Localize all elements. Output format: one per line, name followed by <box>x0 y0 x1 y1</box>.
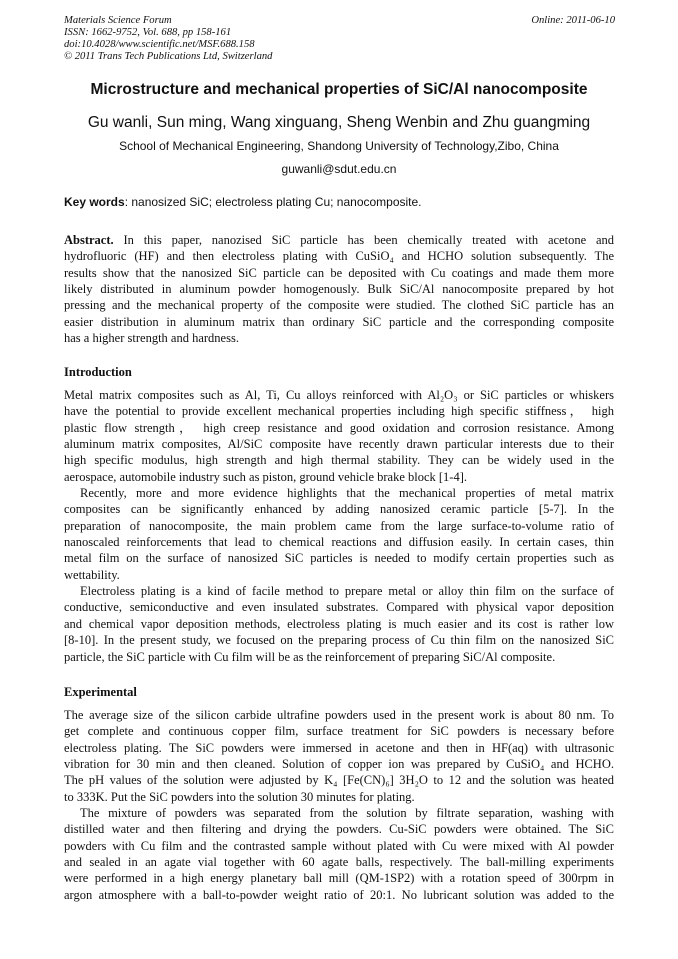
journal-name: Materials Science Forum <box>64 15 172 26</box>
text-line: have the potential to provide excellent mechanical properties including high specific stiffness， high <box>64 404 614 419</box>
text-line: to 333K. Put the SiC powders into the solution 30 minutes for plating. <box>64 789 415 804</box>
journal-info <box>64 15 272 63</box>
copyright: © 2011 Trans Tech Publications Ltd, Switzerland <box>64 51 273 62</box>
affiliation: School of Mechanical Engineering, Shandong University of Technology,Zibo, China <box>119 139 559 153</box>
text-line: electroless plating. The SiC powders were immersed in acetone and then in HF(aq) with ultrasonic <box>64 740 614 755</box>
text-line: distilled water and then filtering and drying the powders. Cu-SiC powders were obtained. The SiC <box>64 822 614 837</box>
email: guwanli@sdut.edu.cn <box>281 162 397 176</box>
paper-title: Microstructure and mechanical properties of SiC/Al nanocomposite <box>90 81 588 98</box>
text-line: The average size of the silicon carbide ultrafine powders used in the present work is about 80 nm. To <box>64 708 614 722</box>
text-line: hydrofluoric (HF) and then electroless plating with CuSiO₄ and HCHO solution subsequently. The <box>64 249 614 264</box>
text-line: get complete and continuous copper film, surface treatment for SiC powders is necessary before <box>64 724 614 739</box>
text-line: has a higher strength and hardness. <box>64 331 239 346</box>
authors: Gu wanli, Sun ming, Wang xinguang, Sheng Wenbin and Zhu guangming <box>87 114 591 131</box>
text-line: easier distribution in aluminum matrix than ordinary SiC particle and the corresponding composite <box>64 314 614 329</box>
experimental-body <box>64 707 614 903</box>
keywords-text: : nanosized SiC; electroless plating Cu; nanocomposite. <box>124 195 422 209</box>
text-line: preparation of nanocomposite, the main problem came from the large surface-to-volume ratio of <box>64 518 614 533</box>
abstract-label: Abstract. <box>64 233 114 247</box>
text-line: wettability. <box>64 567 120 582</box>
section-heading-introduction: Introduction <box>64 365 132 379</box>
introduction-body <box>64 387 614 665</box>
keywords <box>64 195 422 209</box>
text-line: particle, the SiC particle with Cu film will be as the reinforcement of preparing SiC/Al composite. <box>64 649 556 664</box>
keywords-label: Key words <box>64 195 125 209</box>
text-line: argon atmosphere with a ball-to-powder weight ratio of 20:1. No lubricant solution was added to the <box>64 887 614 902</box>
text-line: pressing and the mechanical property of the composite were studied. The clothed SiC particle has an <box>64 298 614 313</box>
text-line: Recently, more and more evidence highlights that the mechanical properties of metal matrix <box>80 486 614 501</box>
section-heading-experimental: Experimental <box>64 685 137 699</box>
text-line: were performed in a high energy planetary ball mill (QM-1SP2) with a rotation speed of 300rpm in <box>64 871 614 886</box>
text-line: aerospace, automobile industry such as piston, ground vehicle brake block [1-4]. <box>64 469 468 484</box>
text-line: conductive, semiconductive and even insulated substrates. Compared with physical vapor deposition <box>64 600 614 615</box>
text-line: powders with Cu film and the contrasted sample without plated with Cu were mixed with Al powder <box>64 838 614 853</box>
text-line: The mixture of powders was separated from the solution by filtrate separation, washing with <box>80 806 614 821</box>
text-line: In this paper, nanozised SiC particle has been chemically treated with acetone and <box>113 233 614 247</box>
text-line: composites can be significantly enhanced by adding nanosized ceramic particle [5-7]. In the <box>64 502 614 517</box>
text-line: results show that the nanosized SiC particle can be deposited with Cu coatings and made them more <box>64 265 614 280</box>
doi: doi:10.4028/www.scientific.net/MSF.688.158 <box>64 39 255 50</box>
issn: ISSN: 1662-9752, Vol. 688, pp 158-161 <box>64 27 232 38</box>
text-line: and chemical vapor deposition methods, electroless plating is much easier and its cost is rather low <box>64 616 614 631</box>
text-line: and sealed in an agate vial together with 60 agate balls, respectively. The ball-milling experiments <box>64 855 614 870</box>
text-line: [8-10]. In the present study, we focused on the preparing process of Cu thin film on the nanosized SiC <box>64 633 614 648</box>
text-line: vibration for 30 min and then cleaned. Solution of copper ion was prepared by CuSiO₄ and HCHO. <box>64 757 614 772</box>
text-line: high specific modulus, high strength and high thermal stability. They can be widely used in the <box>64 453 614 468</box>
text-line: Metal matrix composites such as Al, Ti, Cu alloys reinforced with Al₂O₃ or SiC particles or whiskers <box>64 388 614 402</box>
online-date: Online: 2011-06-10 <box>531 15 615 26</box>
text-line: aluminum matrix composites, Al/SiC composite have recently drawn particular interests due to their <box>64 437 614 452</box>
text-line: plastic flow strength， high creep resistance and good oxidation and corrosion resistance. Among <box>64 420 614 435</box>
text-line: metal film on the surface of nanosized SiC particles is needed to modify certain properties such as <box>64 551 614 566</box>
text-line: The pH values of the solution were adjusted by K₄ [Fe(CN)₆] 3H₂O to 12 and the solution was heated <box>64 773 614 788</box>
abstract <box>64 232 614 346</box>
text-line: Electroless plating is a kind of facile method to prepare metal or alloy thin film on the surface of <box>80 584 614 599</box>
text-line: nanoscaled reinforcements that lead to chemical reactions and diffusion easily. In certain cases, thin <box>64 535 614 550</box>
text-line: likely distributed in aluminum powder homogenously. Bulk SiC/Al nanocomposite prepared by hot <box>64 282 614 297</box>
